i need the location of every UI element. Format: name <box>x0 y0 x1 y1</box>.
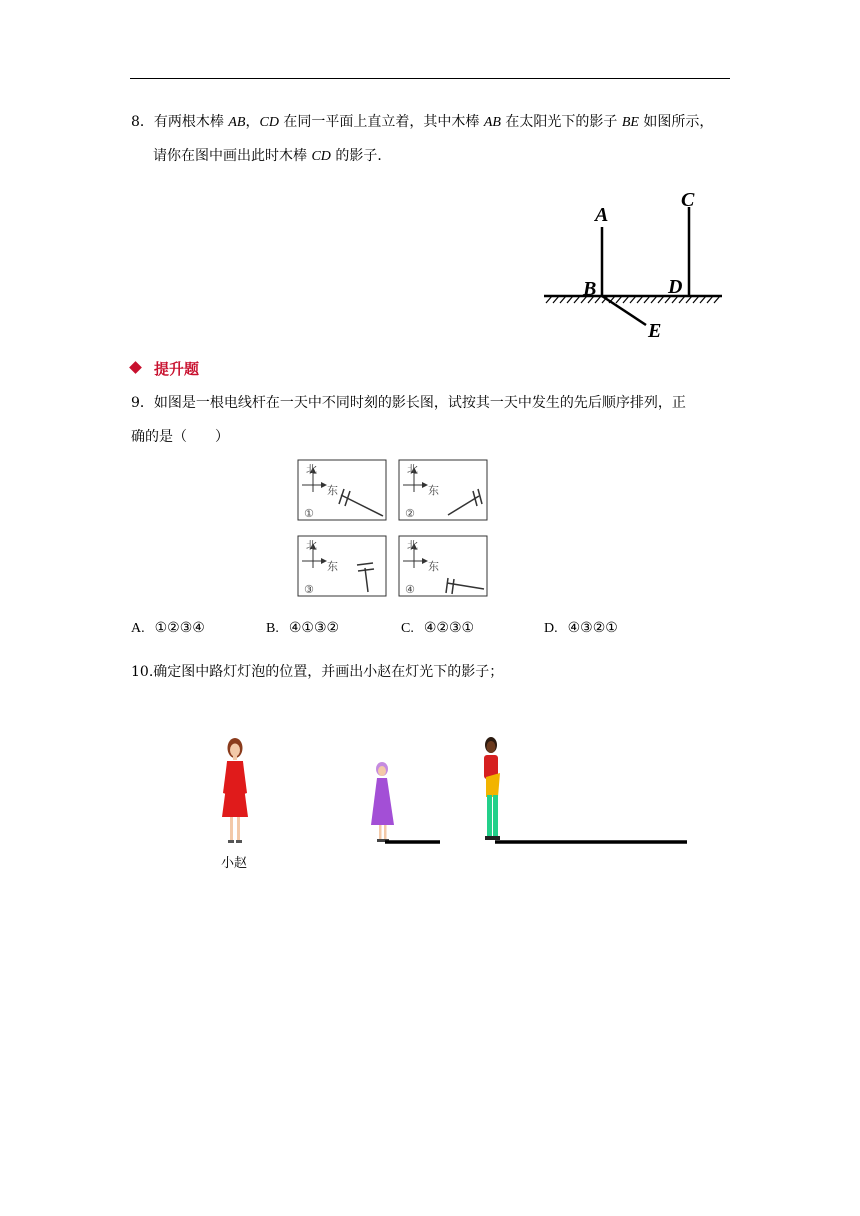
shadow-box-2 <box>399 460 487 520</box>
box-label-4: ④ <box>405 583 415 596</box>
shadow-box-1 <box>298 460 386 520</box>
header-rule <box>130 78 730 79</box>
q8-var-cd: CD <box>259 115 279 130</box>
option-b-label: B. <box>266 621 279 636</box>
q8-line-2 <box>153 146 391 167</box>
q10-text: 10.确定图中路灯灯泡的位置，并画出小赵在灯光下的影子； <box>131 664 504 680</box>
north-label-2: 北 <box>407 463 418 476</box>
q8-text-6: 的影子． <box>335 148 392 164</box>
q9-line-2: 确的是（ ） <box>131 429 229 445</box>
q8-text-1: 有两根木棒 <box>153 114 224 130</box>
option-a-value: ①②③④ <box>154 620 205 636</box>
q10-figure <box>200 725 700 855</box>
north-label-4: 北 <box>407 539 418 552</box>
east-label-4: 东 <box>428 560 439 573</box>
north-label-3: 北 <box>306 539 317 552</box>
shadow-box-3 <box>298 536 386 596</box>
q8-line-1 <box>131 112 713 133</box>
option-d[interactable] <box>544 620 618 637</box>
north-label-1: 北 <box>306 463 317 476</box>
shadow-box-4 <box>399 536 487 596</box>
option-b-value: ④①③② <box>288 620 340 636</box>
q8-number: 8． <box>131 114 154 130</box>
label-e: E <box>648 320 662 342</box>
option-c-label: C. <box>401 621 414 636</box>
option-b[interactable] <box>266 620 339 637</box>
box-label-3: ③ <box>304 583 314 596</box>
section-title-text: 提升题 <box>154 360 200 378</box>
q8-var-ab-2: AB <box>483 115 501 130</box>
option-d-label: D. <box>544 621 558 636</box>
q8-var-be: BE <box>621 115 639 130</box>
shadow-3 <box>365 568 368 592</box>
person-girl-purple-icon <box>371 762 394 842</box>
q8-figure <box>540 185 730 345</box>
person-man-icon <box>484 737 500 840</box>
diamond-bullet-icon <box>129 361 142 374</box>
option-d-value: ④③②① <box>567 620 618 636</box>
q8-var-cd-2: CD <box>311 149 331 164</box>
label-b: B <box>583 278 597 300</box>
q9-figure <box>296 458 492 600</box>
q9-line-1: 9．如图是一根电线杆在一天中不同时刻的影长图，试按其一天中发生的先后顺序排列，正 <box>131 395 686 411</box>
q8-text-2: 在同一平面上直立着，其中木棒 <box>283 114 480 130</box>
q8-var-ab: AB <box>228 115 246 130</box>
q8-text-5: 请你在图中画出此时木棒 <box>153 148 307 164</box>
option-c-value: ④②③① <box>423 620 475 636</box>
q8-text-3: 在太阳光下的影子 <box>505 114 618 130</box>
east-label-3: 东 <box>327 560 338 573</box>
option-c[interactable] <box>401 620 474 637</box>
person-name-label: 小赵 <box>221 856 248 871</box>
option-a-label: A. <box>131 621 145 636</box>
option-a[interactable] <box>131 620 205 637</box>
label-c: C <box>681 189 695 211</box>
label-a: A <box>595 204 609 226</box>
box-label-2: ② <box>405 507 415 520</box>
east-label-1: 东 <box>327 484 338 497</box>
q8-comma: ， <box>245 114 260 130</box>
box-label-1: ① <box>304 507 314 520</box>
label-d: D <box>668 276 683 298</box>
east-label-2: 东 <box>428 484 439 497</box>
q8-text-4: 如图所示， <box>643 114 714 130</box>
person-xiaozhao-icon <box>222 738 248 843</box>
section-title <box>131 358 199 379</box>
